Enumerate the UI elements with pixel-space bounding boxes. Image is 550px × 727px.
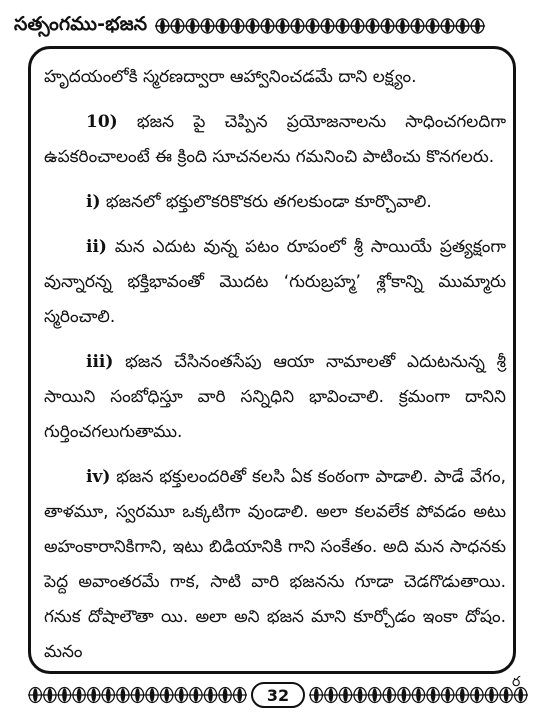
- paragraph-text: హృదయంలోకి స్మరణద్వారా ఆహ్వానించడమే దాని లక్ష్యం.: [44, 67, 417, 87]
- paragraph-item-10: [44, 105, 506, 175]
- page-header: [14, 12, 536, 40]
- item-marker: 10): [86, 112, 118, 132]
- header-ornament: [155, 15, 536, 37]
- paragraph-continuation: [44, 60, 506, 95]
- item-marker: ii): [86, 237, 107, 257]
- paragraph-text: భజన భక్తులందరితో కలసి ఏక కంఠంగా పాడాలి. పాడే వేగం, తాళమూ, స్వరమూ ఒక్కటిగా వుండాలి. అలా కలవలేక పోవడం అటు అహంకారానికిగాని, ఇటు బిడియానికి గాని సంకేతం. అది మన సాధనకు పెద్ద అవాంతరమే గాక, సాటి వారి భజనను గూడా చెడగొడుతాయి. గనుక దోషాలౌతా యి. అలా అని భజన మాని కూర్చోడం ఇంకా దోషం. మనం: [44, 467, 506, 662]
- page-body: [44, 60, 506, 670]
- item-marker: iii): [86, 352, 114, 372]
- page-footer: [28, 680, 528, 710]
- paragraph-text: భజనలో భక్తులొకరికొకరు తగలకుండా కూర్చొవాలి.: [100, 192, 432, 212]
- paragraph-text: మన ఎదుట వున్న పటం రూపంలో శ్రీ సాయియే ప్రత్యక్షంగా వున్నారన్న భక్తిభావంతో మొదట ‘గురుబ్రహ్మ’ శ్లోకాన్ని ముమ్మారు స్మరించాలి.: [44, 237, 506, 327]
- page-number: 32: [251, 682, 305, 708]
- paragraph-item-ii: [44, 230, 506, 335]
- corner-mark: ర: [512, 674, 521, 690]
- footer-ornament-right: [309, 683, 528, 707]
- paragraph-text: భజన పై చెప్పిన ప్రయోజనాలను సాధించగలదిగా ఉపకరించాలంటే ఈ క్రింది సూచనలను గమనించి పాటించు కొనగలరు.: [44, 112, 506, 167]
- paragraph-item-i: [44, 185, 506, 220]
- item-marker: iv): [86, 467, 111, 487]
- item-marker: i): [86, 192, 101, 212]
- running-title: సత్సంగము-భజన: [14, 12, 148, 35]
- paragraph-text: భజన చేసినంతసేపు ఆయా నామాలతో ఎదుటనున్న శ్రీ సాయిని సంబోధిస్తూ వారి సన్నిధిని భావించాలి. క్రమంగా దానిని గుర్తించగలుగుతాము.: [44, 352, 506, 442]
- paragraph-item-iii: [44, 345, 506, 450]
- paragraph-item-iv: [44, 460, 506, 670]
- footer-ornament-left: [28, 683, 247, 707]
